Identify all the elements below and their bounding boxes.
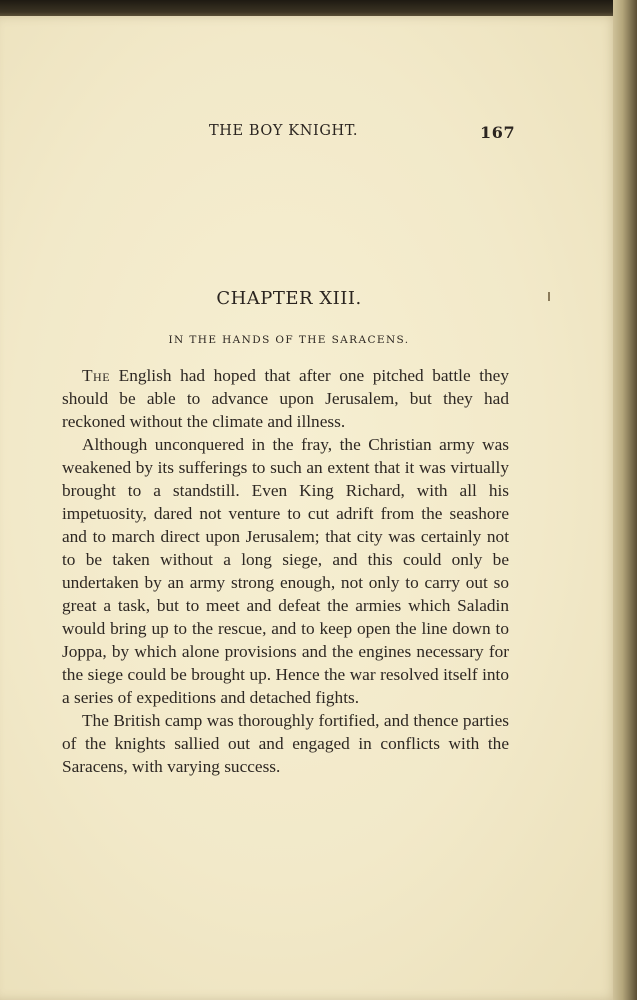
page-number: 167 [480, 123, 516, 142]
paragraph-1-text: English had hoped that after one pitched battle they should be able to advance upon Jerusalem, but they had reckoned without the climate and illness. [62, 366, 509, 431]
chapter-title: CHAPTER XIII. [216, 288, 362, 309]
chapter-subtitle: IN THE HANDS OF THE SARACENS. [168, 334, 410, 346]
body-text [62, 364, 509, 778]
paragraph-1-lead-word: The [82, 366, 111, 385]
page-right-edge [613, 0, 637, 1000]
paragraph-1 [62, 364, 509, 433]
paragraph-2: Although unconquered in the fray, the Christian army was weakened by its sufferings to such an extent that it was virtually brought to a standstill. Even King Richard, with all his impetuosity, dared not venture to cut adrift from the seashore and to march direct upon Jerusalem; that city was certainly not to be taken without a long siege, and this could only be undertaken by an army strong enough, not only to carry out so great a task, but to meet and defeat the armies which Saladin would bring up to the rescue, and to keep open the line down to Joppa, by which alone provisions and the engines necessary for the siege could be brought up. Hence the war resolved itself into a series of expeditions and detached fights. [62, 435, 509, 707]
paragraph-3: The British camp was thoroughly fortified, and thence parties of the knights sallied out and engaged in conflicts with the Saracens, with varying success. [62, 711, 509, 776]
paper-speck [548, 292, 550, 301]
running-head-title: THE BOY KNIGHT. [209, 123, 359, 139]
page-paper [0, 16, 618, 1000]
